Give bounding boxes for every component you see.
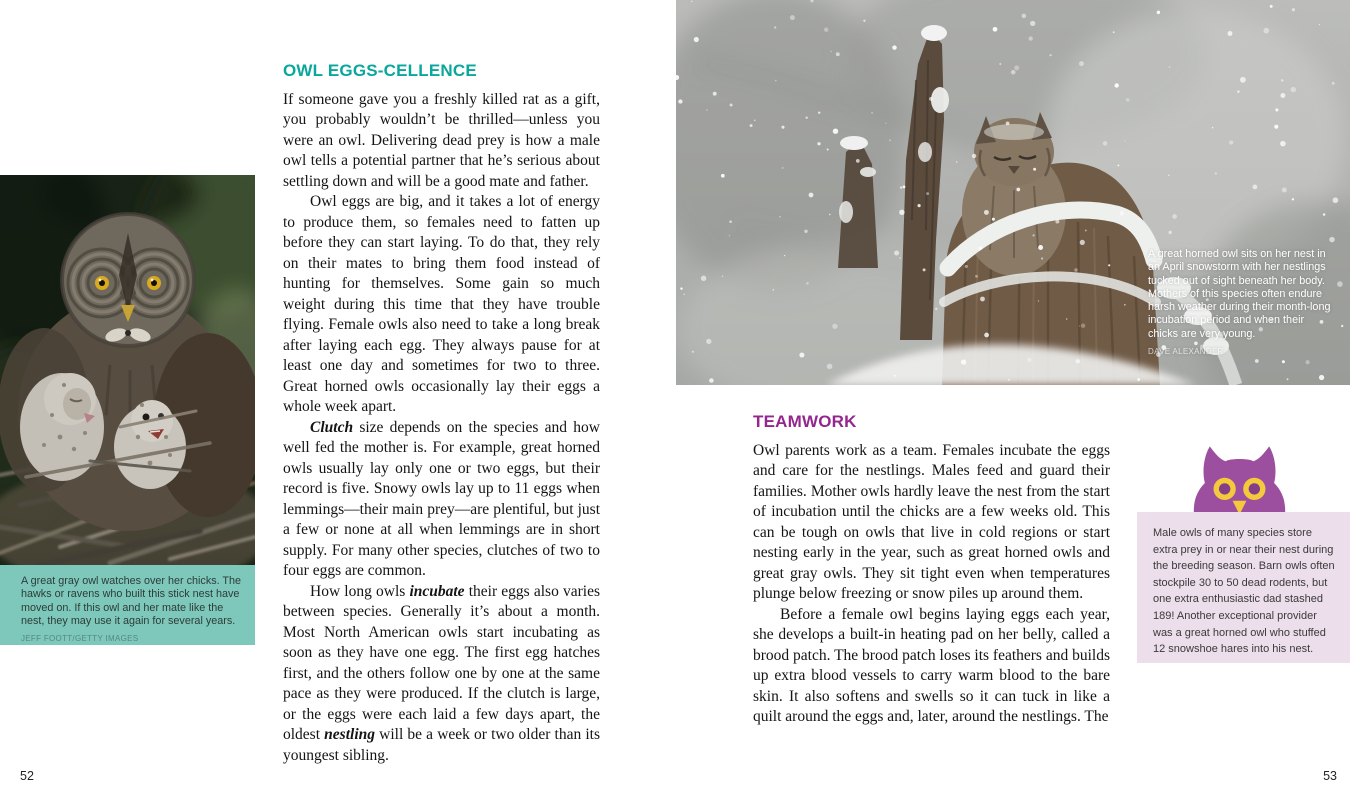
page-number-left: 52 [20, 769, 34, 783]
right-body-text: Owl parents work as a team. Females incubate the eggs and care for the nestlings. Males feed and guard their families. Mother owls hardly leave the nest from the start of incubation until the chicks are a few weeks old. This can be tough on owls that live in cold regions or start nesting early in the year, such as great horned owls and great gray owls. They sit tight even when temperatures plunge below freezing or snow piles up around them. Before a female owl begins laying eggs each year, she develops a built-in heating pad on her belly, called a brood patch. The brood patch loses its feathers and builds up extra blood vessels to carry warm blood to the bare skin. It also softens and swells so it can tuck in like a quilt around the eggs and, later, around the nestlings. The [753, 441, 1110, 726]
caption-right-credit: DAVE ALEXANDER [1148, 347, 1224, 357]
owl-mascot-icon [1192, 445, 1287, 515]
page-number-right: 53 [1323, 769, 1337, 783]
fact-sidebar-text: Male owls of many species store extra prey in or near their nest during the breeding season. Barn owls often stockpile 30 to 50 dead rodents, but one extra enthusiastic dad stashed 189! Another exceptional provider was a great horned owl who stuffed 12 snowshoe hares into his nest. [1153, 527, 1335, 656]
section-heading-teamwork: TEAMWORK [753, 412, 857, 431]
photo-caption-left [0, 565, 255, 645]
caption-right-text: A great horned owl sits on her nest in an April snowstorm with her nestlings tucked out of sight beneath her body. Mothers of this species often endure harsh weather during their month-long incubation period and when their chicks are very young. [1148, 248, 1331, 340]
owl-icon [1192, 445, 1287, 515]
photo-caption-right [1148, 248, 1334, 358]
left-body-text: If someone gave you a freshly killed rat as a gift, you probably wouldn’t be thrilled—unless you were an owl. Delivering dead prey is how a male owl tells a potential partner that he’s serious about settling down and will be a good mate and father. Owl eggs are big, and it takes a lot of energy to produce them, so females need to fatten up before they can start laying. To do that, they rely on their mates to bring them food instead of hunting for themselves. Some gain so much weight during this time that they have trouble flying. Female owls also need to take a long break after laying each egg. They always pause for at least one day and sometimes for two to three. Great horned owls occasionally lay their eggs a whole week apart. Clutch size depends on the species and how well fed the mother is. For example, great horned owls usually lay only one or two eggs, but their record is five. Snowy owls lay up to 11 eggs when lemmings—their main prey—are plentiful, but just a few or none at all when lemmings are in short supply. For many other species, clutches of two to four eggs are common. How long owls incubate their eggs also varies between species. Generally it’s about a month. Most North American owls start incubating as soon as they have one egg. The first egg hatches first, and the others follow one by one at the same pace as they were produced. If the clutch is large, or the eggs were each laid a few days apart, the oldest nestling will be a week or two older than its youngest sibling. [283, 90, 600, 764]
great-gray-owl-photo [0, 175, 255, 565]
section-heading-owl-eggs-cellence: OWL EGGS-CELLENCE [283, 61, 477, 80]
great-gray-owl-art [0, 175, 255, 565]
great-horned-owl-snow-photo [676, 0, 1350, 385]
caption-left-credit: JEFF FOOTT/GETTY IMAGES [21, 633, 139, 643]
caption-left-text: A great gray owl watches over her chicks. The hawks or ravens who built this stick nest have moved on. If this owl and her mate like the nest, they may use it again for several years. [21, 575, 242, 628]
left-text-column [283, 62, 600, 766]
right-text-column [753, 413, 1110, 728]
fact-sidebar [1137, 512, 1350, 663]
